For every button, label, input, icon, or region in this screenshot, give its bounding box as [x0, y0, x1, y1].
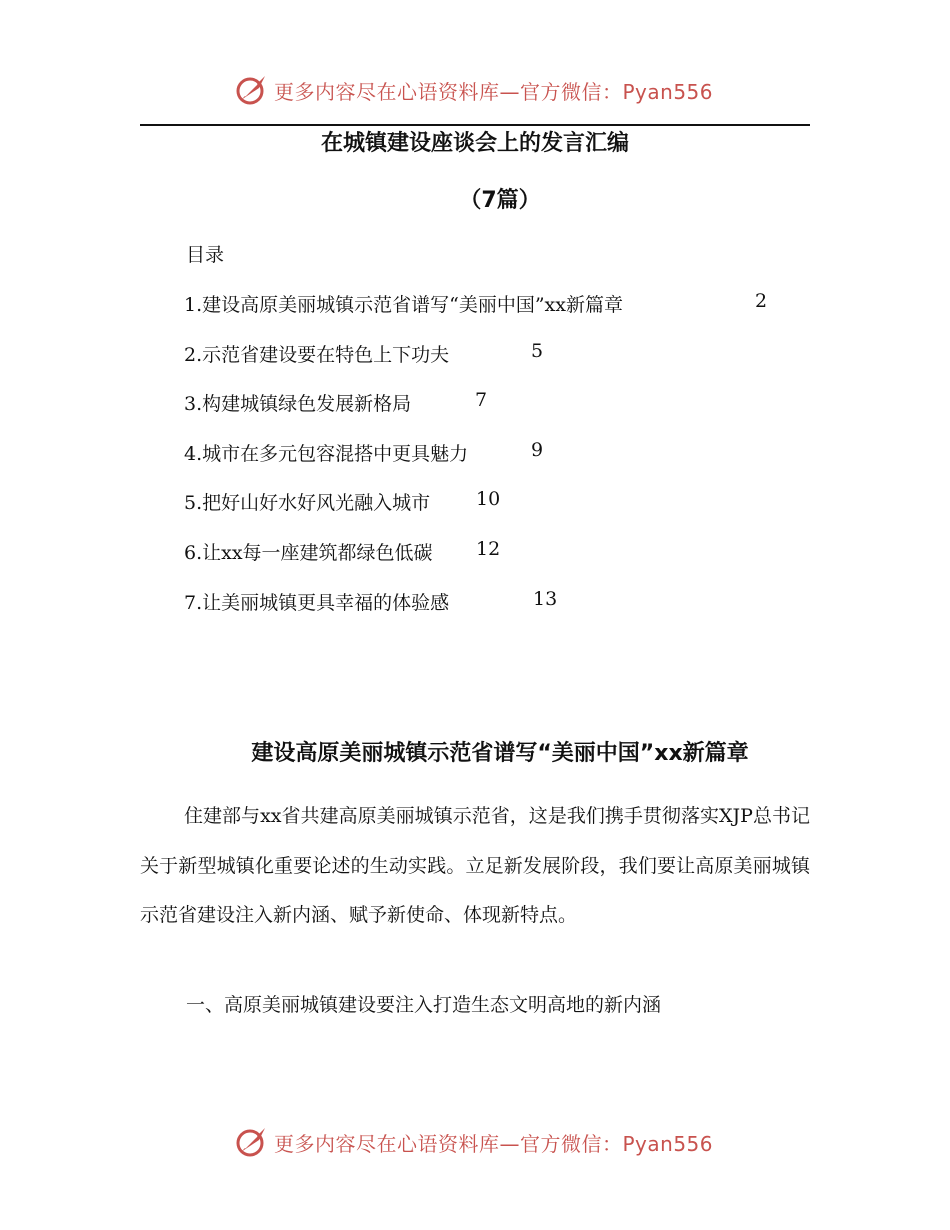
toc-heading: 目录: [186, 244, 225, 266]
toc-item-title: 6.让xx每一座建筑都绿色低碳: [184, 541, 433, 564]
toc-item: [184, 340, 623, 390]
watermark-text: 更多内容尽在心语资料库—官方微信：Pyan556: [274, 80, 714, 104]
watermark-contact: Pyan556: [622, 1132, 714, 1156]
section-subheading: 一、高原美丽城镇建设要注入打造生态文明高地的新内涵: [186, 994, 662, 1016]
toc-item-page: 7: [475, 389, 488, 412]
toc-item-title: 2.示范省建设要在特色上下功夫: [184, 343, 450, 366]
page-header-watermark: [0, 70, 950, 110]
quill-logo-icon: [235, 1124, 269, 1158]
toc-item-title: 7.让美丽城镇更具幸福的体验感: [184, 591, 450, 614]
toc-item-page: 5: [531, 339, 544, 362]
toc-item: [184, 538, 623, 588]
toc-item: [184, 439, 623, 489]
toc-item-page: 9: [531, 438, 544, 461]
quill-logo-icon: [235, 72, 269, 106]
body-paragraph: 住建部与xx省共建高原美丽城镇示范省，这是我们携手贯彻落实XJP总书记关于新型城镇化重要论述的生动实践。立足新发展阶段，我们要让高原美丽城镇示范省建设注入新内涵、赋予新使命、体现新特点。: [140, 805, 810, 927]
table-of-contents: [184, 290, 768, 637]
toc-item: [184, 290, 768, 340]
toc-item-title: 3.构建城镇绿色发展新格局: [184, 393, 412, 416]
toc-item-title: 4.城市在多元包容混搭中更具魅力: [184, 442, 469, 465]
toc-item-page: 13: [533, 587, 558, 610]
toc-item-page: 12: [476, 537, 501, 560]
toc-item: [184, 488, 623, 538]
watermark-text: 更多内容尽在心语资料库—官方微信：Pyan556: [274, 1132, 714, 1156]
toc-item: [184, 389, 623, 439]
document-title: 在城镇建设座谈会上的发言汇编: [320, 131, 629, 156]
toc-item-title: 5.把好山好水好风光融入城市: [184, 492, 431, 515]
toc-item-title: 1.建设高原美丽城镇示范省谱写“美丽中国”xx新篇章: [184, 294, 623, 316]
toc-item: [184, 588, 623, 638]
section-title: 建设高原美丽城镇示范省谱写“美丽中国”xx新篇章: [251, 741, 749, 766]
toc-item-page: 2: [755, 290, 768, 312]
document-count: （7篇）: [459, 188, 541, 213]
watermark-contact: Pyan556: [622, 80, 714, 104]
toc-item-page: 10: [476, 488, 501, 511]
page-footer-watermark: [0, 1122, 950, 1162]
